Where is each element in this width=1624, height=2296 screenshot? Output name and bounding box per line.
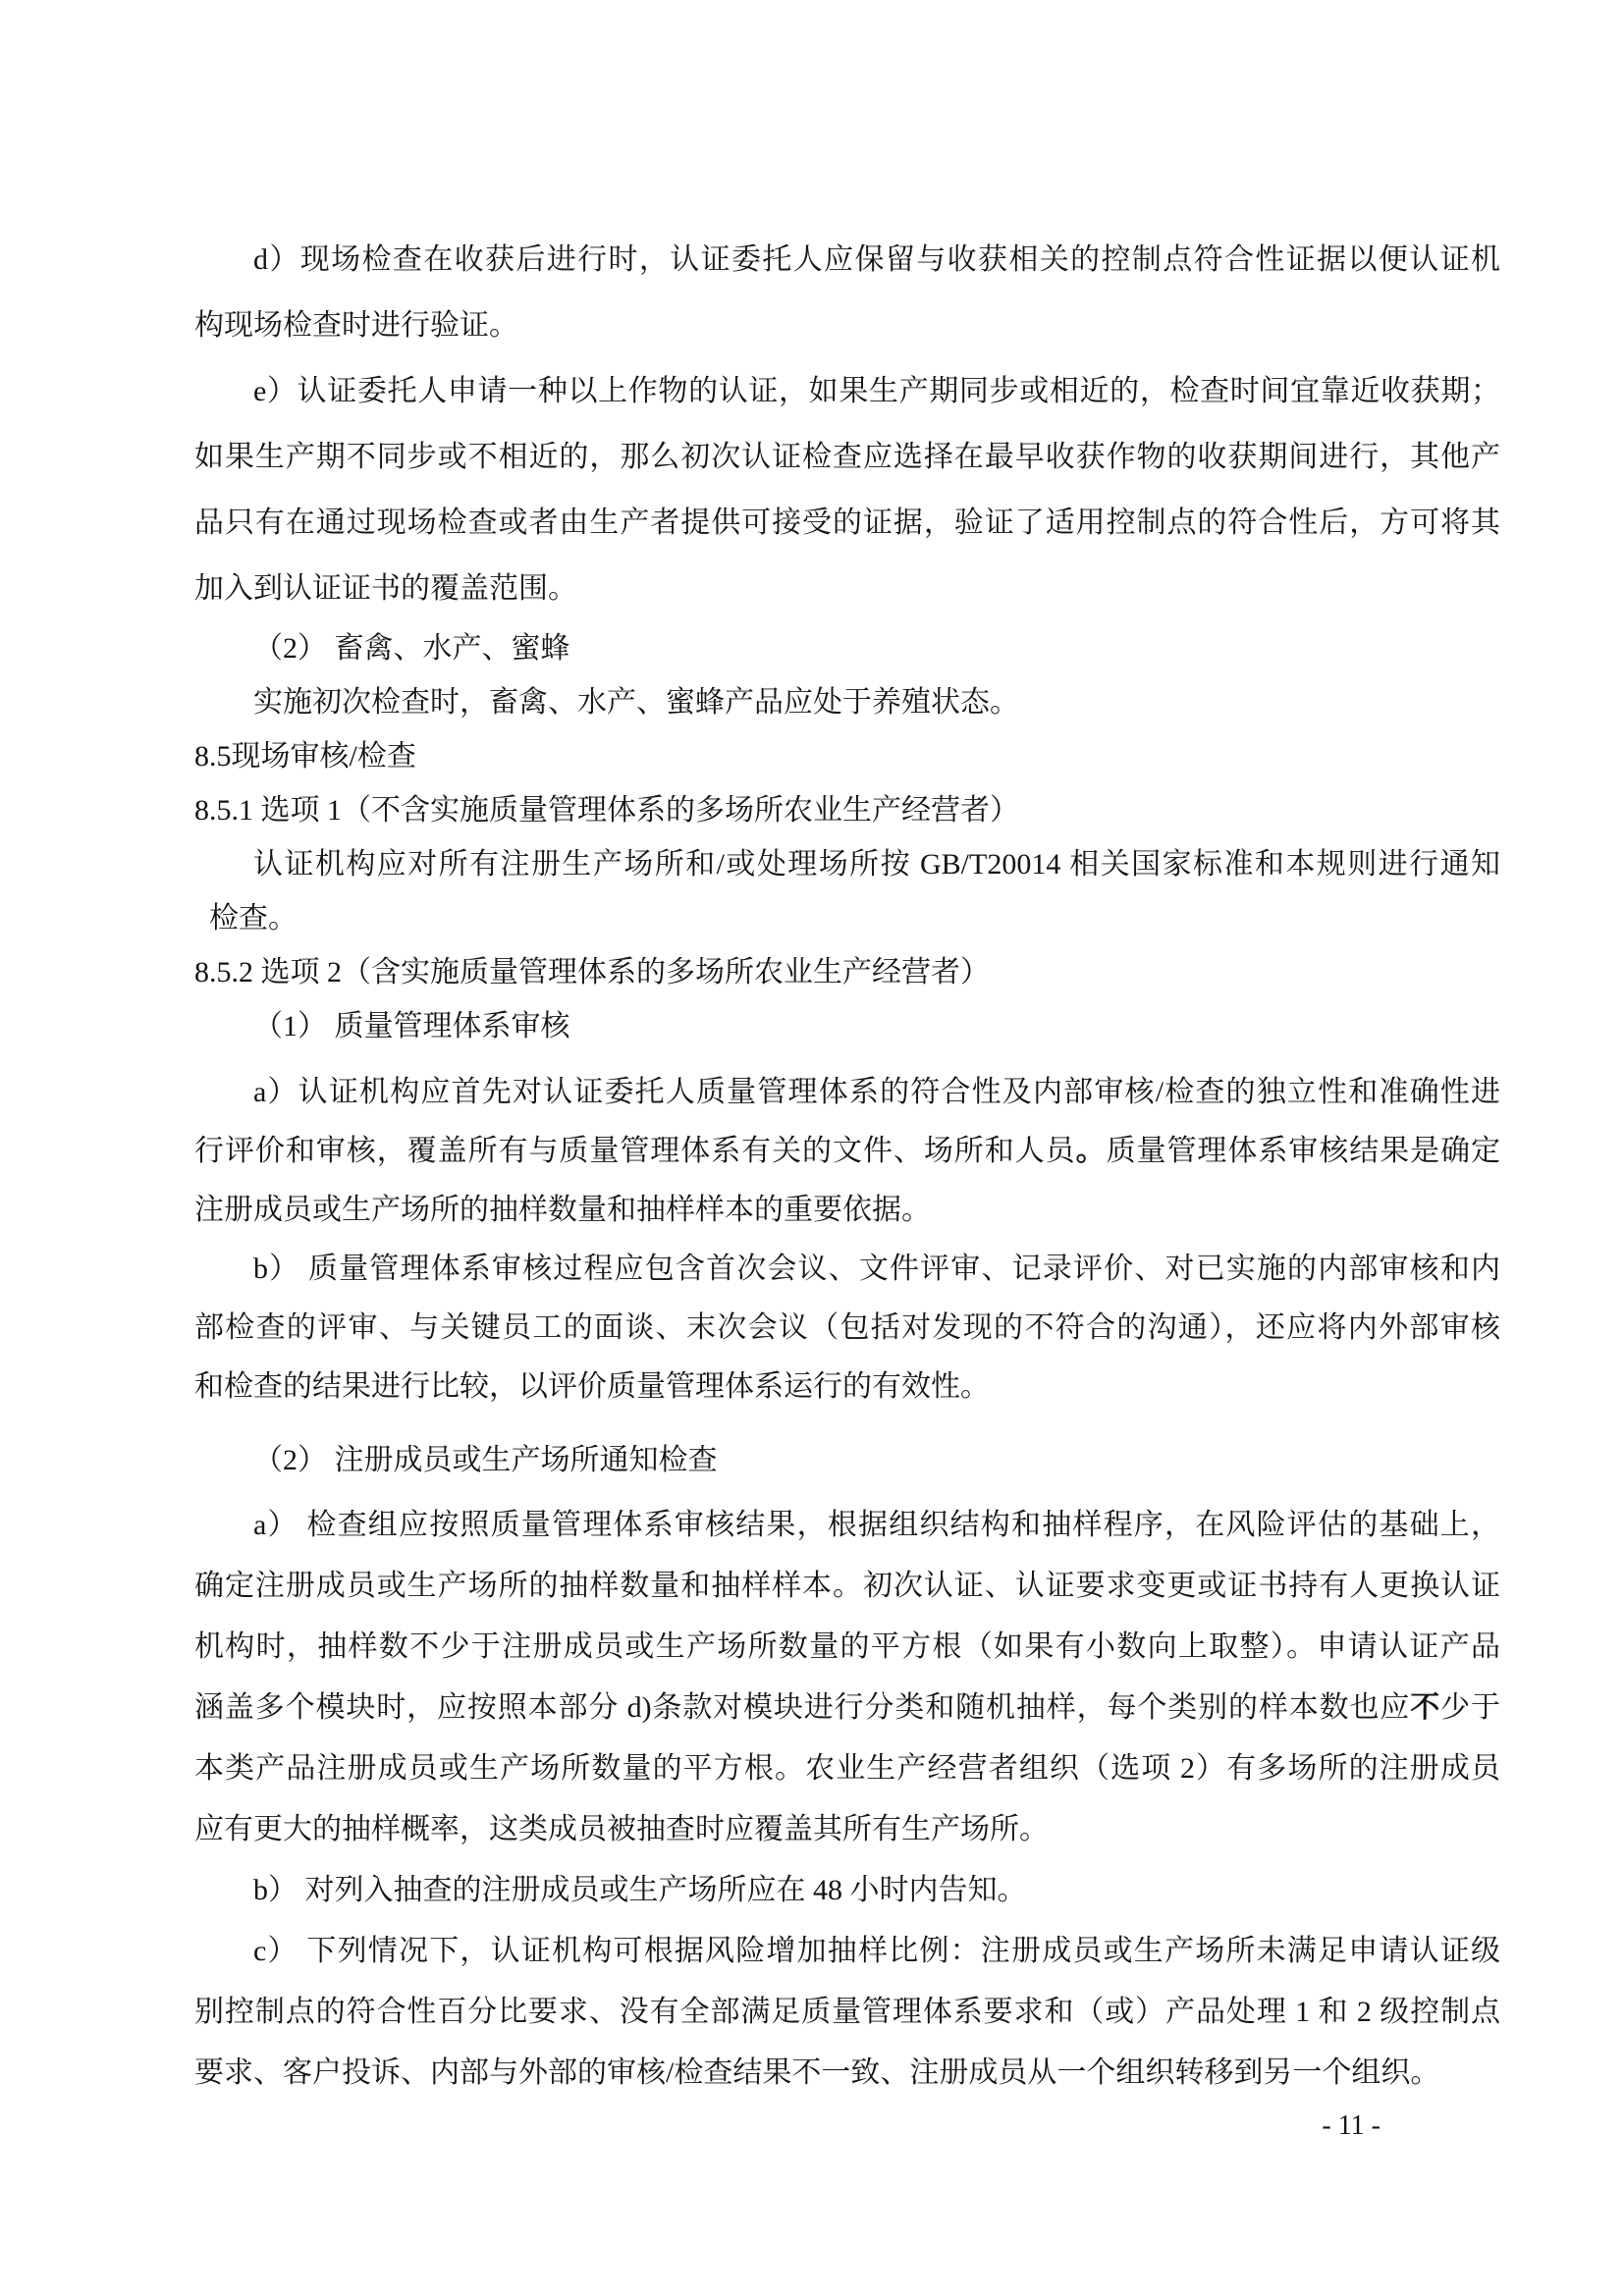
body-text-line: 本类产品注册成员或生产场所数量的平方根。农业生产经营者组织（选项 2）有多场所的注册成员: [194, 1752, 1500, 1785]
list-item-heading: （1） 质量管理体系审核: [253, 1010, 570, 1042]
body-text-line: 部检查的评审、与关键员工的面谈、末次会议（包括对发现的不符合的沟通），还应将内外部审核: [194, 1311, 1500, 1344]
body-text-line: b） 对列入抽查的注册成员或生产场所应在 48 小时内告知。: [253, 1874, 1027, 1906]
text-run: 行评价和审核，覆盖所有与质量管理体系有关的文件、场所和人员: [194, 1135, 1076, 1167]
body-text-line: 加入到认证证书的覆盖范围。: [194, 572, 577, 605]
section-heading-8-5-1: 8.5.1 选项 1（不含实施质量管理体系的多场所农业生产经营者）: [194, 794, 1019, 827]
body-text-line: 和检查的结果进行比较，以评价质量管理体系运行的有效性。: [194, 1370, 990, 1403]
body-text-line: 别控制点的符合性百分比要求、没有全部满足质量管理体系要求和（或）产品处理 1 和 2 级控制点: [194, 1996, 1500, 2028]
body-text-line: c） 下列情况下，认证机构可根据风险增加抽样比例：注册成员或生产场所未满足申请认证级: [253, 1935, 1500, 1967]
body-text-line: d）现场检查在收获后进行时，认证委托人应保留与收获相关的控制点符合性证据以便认证机: [253, 243, 1500, 276]
section-heading-8-5: 8.5现场审核/检查: [194, 740, 416, 773]
body-text-line: e）认证委托人申请一种以上作物的认证，如果生产期同步或相近的，检查时间宜靠近收获期；: [253, 375, 1500, 407]
text-run: 少于: [1440, 1691, 1500, 1724]
body-text-line: [194, 1122, 1500, 1181]
list-item-heading: （2） 畜禽、水产、蜜蜂: [253, 632, 570, 665]
body-text-line: 注册成员或生产场所的抽样数量和抽样样本的重要依据。: [194, 1194, 931, 1226]
body-text-line: 构现场检查时进行验证。: [194, 309, 518, 342]
body-text-line: a） 检查组应按照质量管理体系审核结果，根据组织结构和抽样程序，在风险评估的基础上，: [253, 1509, 1500, 1541]
text-run: 涵盖多个模块时，应按照本部分 d)条款对模块进行分类和随机抽样，每个类别的样本数也应: [194, 1691, 1411, 1724]
bold-text-run: 。: [1075, 1135, 1107, 1167]
list-item-heading: （2） 注册成员或生产场所通知检查: [253, 1444, 718, 1476]
body-text-line: [194, 1678, 1500, 1738]
section-heading-8-5-2: 8.5.2 选项 2（含实施质量管理体系的多场所农业生产经营者）: [194, 956, 990, 988]
body-text-line: 认证机构应对所有注册生产场所和/或处理场所按 GB/T20014 相关国家标准和本规则进行通知: [253, 848, 1500, 881]
body-text-line: 要求、客户投诉、内部与外部的审核/检查结果不一致、注册成员从一个组织转移到另一个组织。: [194, 2056, 1440, 2089]
body-text-line: 实施初次检查时，畜禽、水产、蜜蜂产品应处于养殖状态。: [253, 686, 1019, 719]
body-text-line: a）认证机构应首先对认证委托人质量管理体系的符合性及内部审核/检查的独立性和准确性进: [253, 1076, 1500, 1108]
body-text-line: 品只有在通过现场检查或者由生产者提供可接受的证据，验证了适用控制点的符合性后，方可将其: [194, 507, 1500, 539]
page-number: - 11 -: [1322, 2110, 1380, 2141]
body-text-line: 机构时，抽样数不少于注册成员或生产场所数量的平方根（如果有小数向上取整）。申请认证产品: [194, 1630, 1500, 1663]
body-text-line: 应有更大的抽样概率，这类成员被抽查时应覆盖其所有生产场所。: [194, 1813, 1049, 1845]
body-text-line: 确定注册成员或生产场所的抽样数量和抽样样本。初次认证、认证要求变更或证书持有人更换认证: [194, 1570, 1500, 1602]
body-text-line: 如果生产期不同步或不相近的，那么初次认证检查应选择在最早收获作物的收获期间进行，其他产: [194, 441, 1500, 473]
body-text-line: b） 质量管理体系审核过程应包含首次会议、文件评审、记录评价、对已实施的内部审核和内: [253, 1253, 1500, 1285]
bold-text-run: 不: [1410, 1691, 1441, 1724]
text-run: 质量管理体系审核结果是确定: [1106, 1135, 1501, 1167]
body-text-line: 检查。: [209, 902, 298, 934]
